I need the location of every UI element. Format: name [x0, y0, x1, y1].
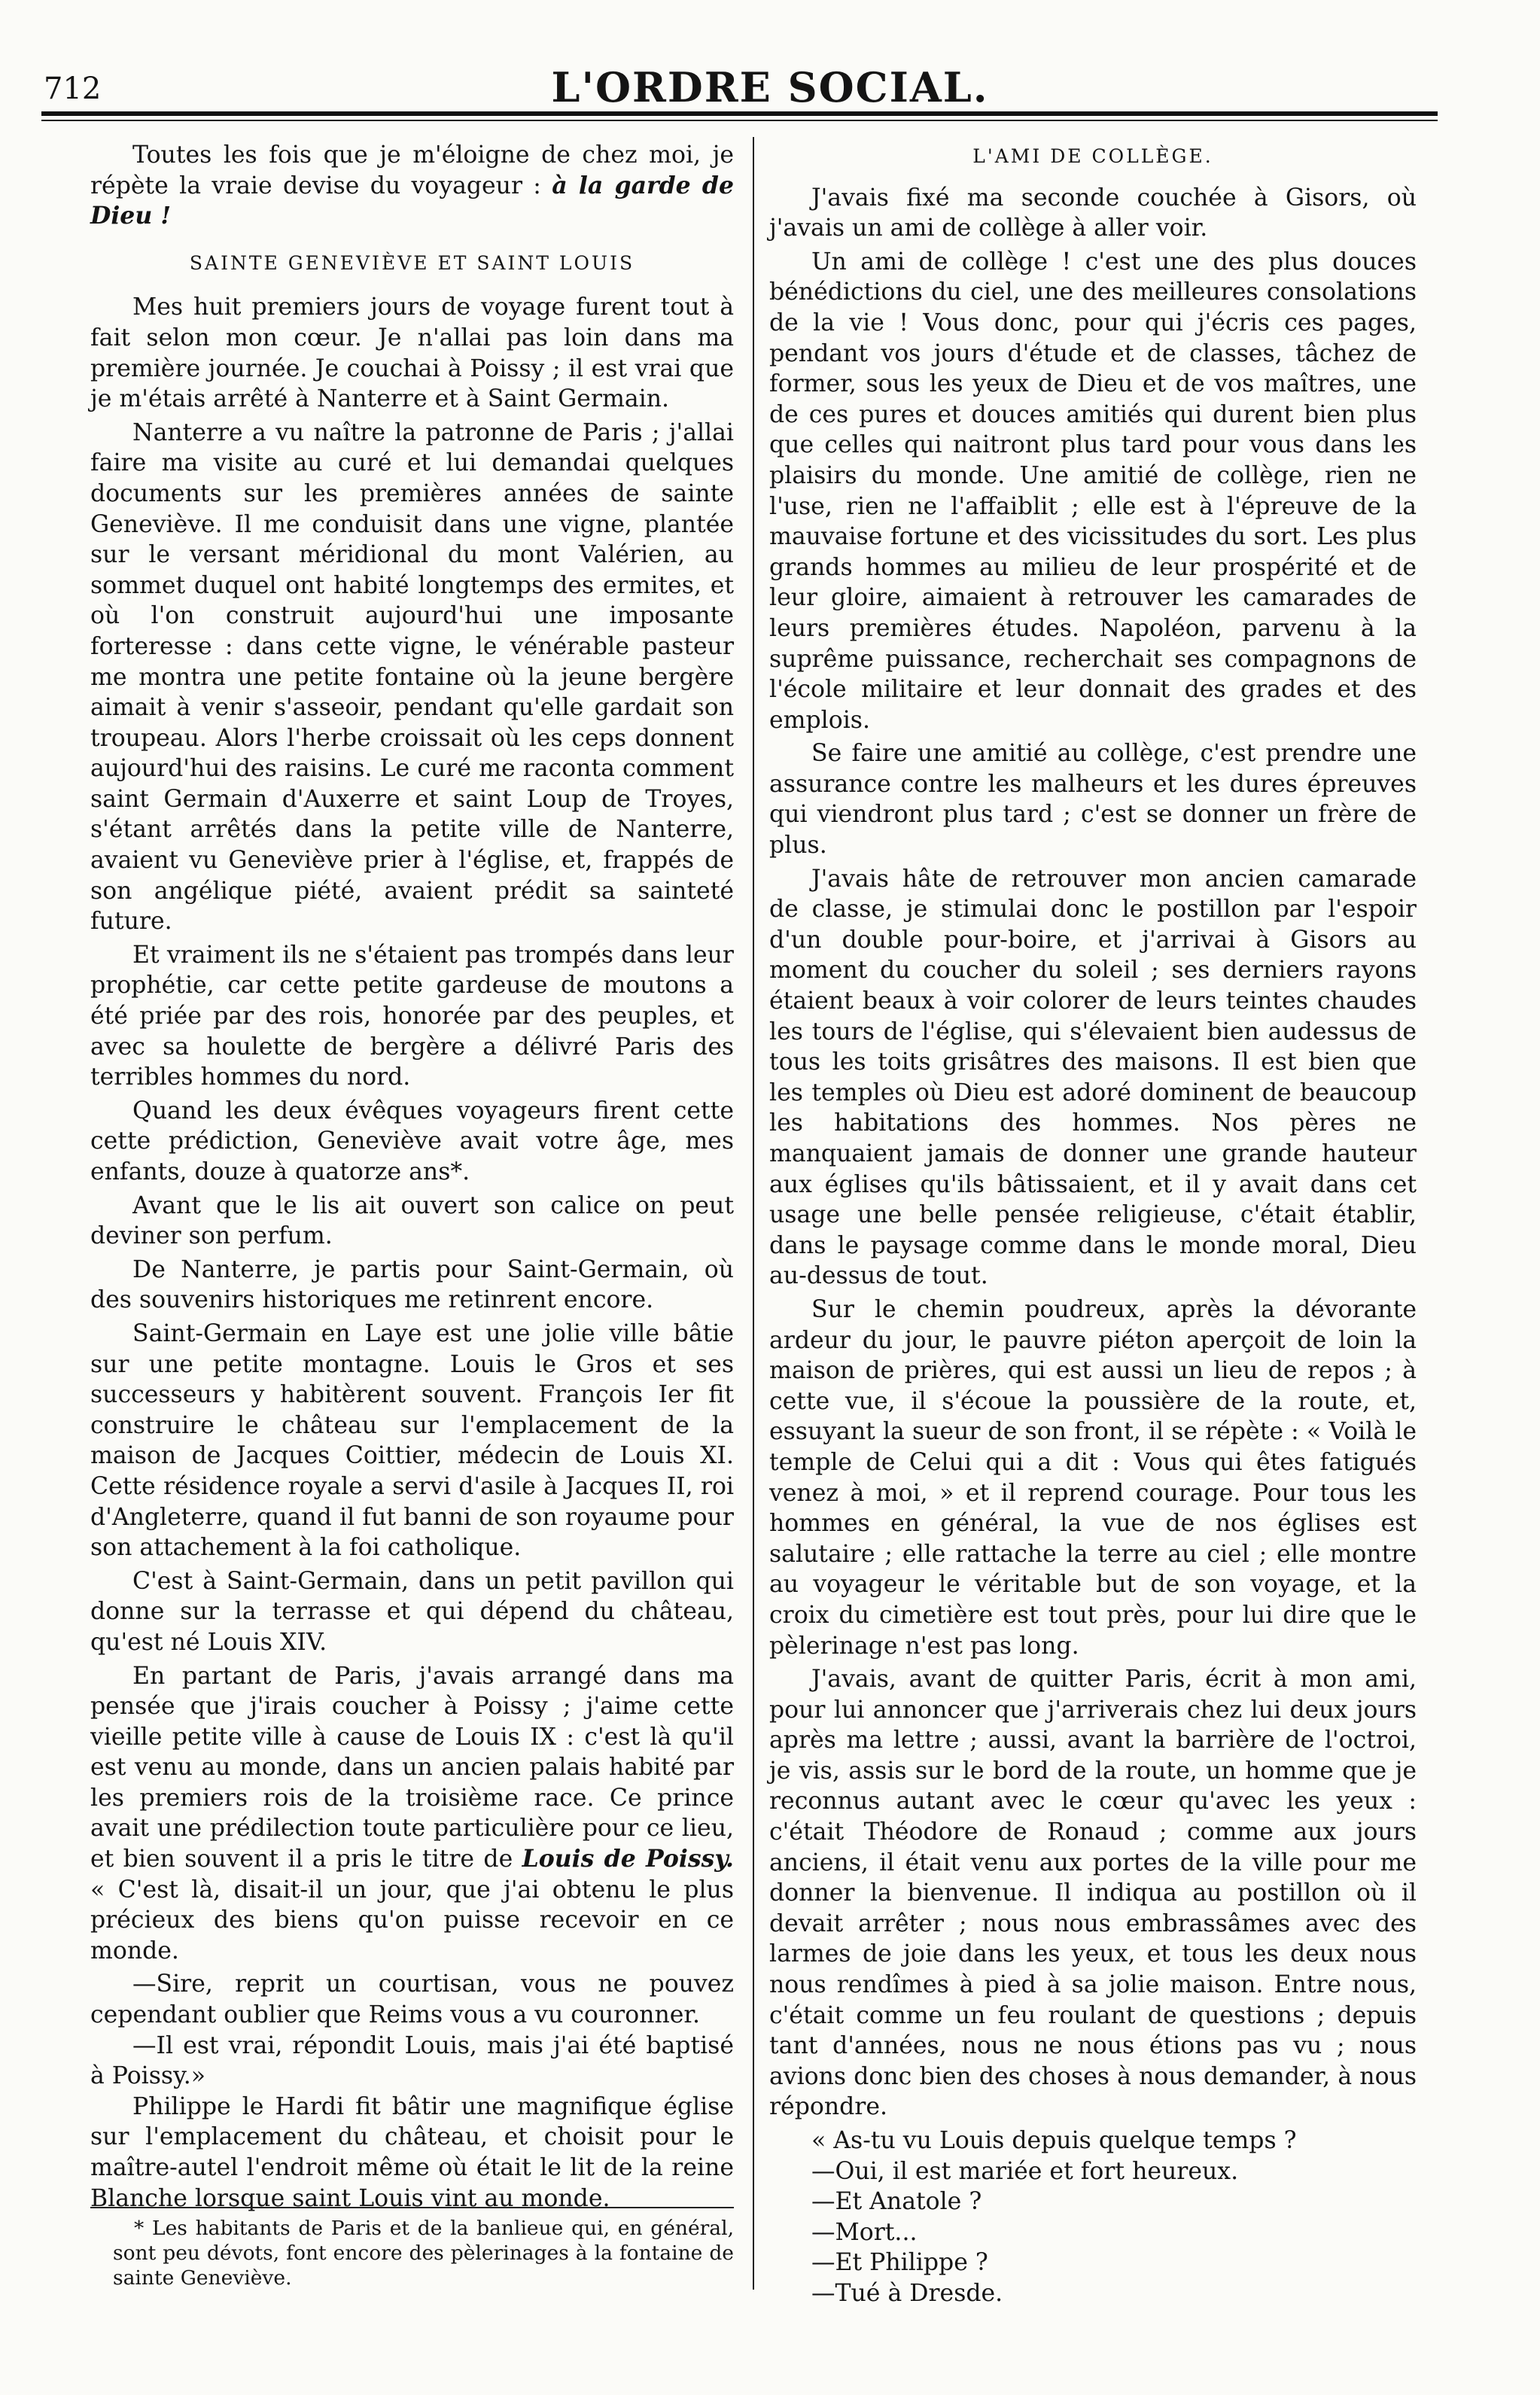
left-column: [90, 140, 734, 2217]
dialogue-line: —Tué à Dresde.: [811, 2279, 1003, 2307]
column-divider: [753, 137, 754, 2290]
dialogue-line: —Oui, il est mariée et fort heureux.: [811, 2157, 1239, 2185]
dialogue-line: « As-tu vu Louis depuis quelque temps ?: [811, 2127, 1297, 2154]
paragraph-text: En partant de Paris, j'avais arrangé dans ma pensée que j'irais coucher à Poissy ; j'aime cette vieille petite ville à cause de Louis IX : c'est là qu'il est venu au monde, dans un ancien palais habité par les premiers rois de la troisième race. Ce prince avait une prédilection toute particulière pour ce lieu, et bien souvent il a pris le titre de: [90, 1662, 734, 1873]
dialogue-line: —Et Anatole ?: [811, 2188, 982, 2216]
journal-title: L'ORDRE SOCIAL.: [551, 63, 989, 111]
footnote-rule: [90, 2207, 734, 2208]
royal-title: Louis de Poissy.: [522, 1845, 735, 1873]
page-number: 712: [44, 72, 102, 106]
paragraph: Se faire une amitié au collège, c'est prendre une assurance contre les malheurs et les dures épreuves qui viendront plus tard ; c'est se donner un frère de plus.: [769, 740, 1417, 860]
paragraph: Quand les deux évêques voyageurs firent cette cette prédiction, Geneviève avait votre âge, mes enfants, douze à quatorze ans*.: [90, 1097, 734, 1185]
dialogue-line: —Sire, reprit un courtisan, vous ne pouvez cependant oublier que Reims vous a vu couronner.: [90, 1970, 734, 2029]
paragraph: Nanterre a vu naître la patronne de Paris ; j'allai faire ma visite au curé et lui demandai quelques documents sur les premières années de sainte Geneviève. Il me conduisit dans une vigne, plantée sur le versant méridional du mont Valérien, au sommet duquel ont habité longtemps des ermites, et où l'on construit aujourd'hui une imposante forteresse : dans cette vigne, le vénérable pasteur me montra une petite fontaine où la jeune bergère aimait à venir s'asseoir, pendant qu'elle gardait son troupeau. Alors l'herbe croissait où les ceps donnent aujourd'hui des raisins. Le curé me raconta comment saint Germain d'Auxerre et saint Loup de Troyes, s'étant arrêtés dans la petite ville de Nanterre, avaient vu Geneviève prier à l'église, et, frappés de son angélique piété, avaient prédit sa sainteté future.: [90, 418, 734, 936]
paragraph: Et vraiment ils ne s'étaient pas trompés dans leur prophétie, car cette petite gardeuse de moutons a été priée par des rois, honorée par des peuples, et avec sa houlette de bergère a délivré Paris des terribles hommes du nord.: [90, 941, 734, 1091]
section-heading-genevieve: SAINTE GENEVIÈVE ET SAINT LOUIS: [189, 251, 635, 274]
dialogue-line: —Mort...: [811, 2218, 918, 2246]
paragraph: Mes huit premiers jours de voyage furent tout à fait selon mon cœur. Je n'allai pas loin dans ma première journée. Je couchai à Poissy ; il est vrai que je m'étais arrêté à Nanterre et à Saint Germain.: [90, 294, 734, 413]
paragraph: C'est à Saint-Germain, dans un petit pavillon qui donne sur la terrasse et qui dépend du château, qu'est né Louis XIV.: [90, 1567, 734, 1656]
paragraph: Saint-Germain en Laye est une jolie ville bâtie sur une petite montagne. Louis le Gros et ses successeurs y habitèrent souvent. François Ier fit construire le château sur l'emplacement de la maison de Jacques Coittier, médecin de Louis XI. Cette résidence royale a servi d'asile à Jacques II, roi d'Angleterre, quand il fut banni de son royaume pour son attachement à la foi catholique.: [90, 1319, 734, 1562]
opening-paragraph: [90, 140, 734, 232]
header-rule-thin: [41, 120, 1438, 121]
paragraph: [90, 1661, 734, 1967]
paragraph: Un ami de collège ! c'est une des plus douces bénédictions du ciel, une des meilleures consolations de la vie ! Vous donc, pour qui j'écris ces pages, pendant vos jours d'étude et de classes, tâchez de former, sous les yeux de Dieu et de vos maîtres, une de ces pures et douces amitiés qui durent bien plus que celles qui naitront plus tard pour vous dans les plaisirs du monde. Une amitié de collège, rien ne l'use, rien ne l'affaiblit ; elle est à l'épreuve de la mauvaise fortune et des vicissitudes du sort. Les plus grands hommes au milieu de leur prospérité et de leur gloire, aimaient à retrouver les camarades de leurs premières études. Napoléon, parvenu à la suprême puissance, recherchait ses compagnons de l'école militaire et leur donnait des grades et des emplois.: [769, 248, 1417, 734]
paragraph: Avant que le lis ait ouvert son calice on peut deviner son perfum.: [90, 1191, 734, 1250]
right-column: [769, 140, 1417, 2309]
footnote: * Les habitants de Paris et de la banlieue qui, en général, sont peu dévots, font encore des pèlerinages à la fontaine de sainte Geneviève.: [113, 2217, 734, 2290]
paragraph: J'avais, avant de quitter Paris, écrit à mon ami, pour lui annoncer que j'arriverais chez lui deux jours après ma lettre ; aussi, avant la barrière de l'octroi, je vis, assis sur le bord de la route, un homme que je reconnus autant avec le cœur qu'avec les yeux : c'était Théodore de Ronaud ; comme aux jours anciens, il était venu aux portes de la ville pour me donner la bienvenue. Il indiqua au postillon où il devait arrêter ; nous nous embrassâmes avec des larmes de joie dans les yeux, et tous les deux nous nous rendîmes à pied à sa jolie maison. Entre nous, c'était comme un feu roulant de questions ; depuis tant d'années, nous ne nous étions pas vu ; nous avions donc bien des choses à nous demander, à nous répondre.: [769, 1666, 1417, 2121]
opening-text: Toutes les fois que je m'éloigne de chez moi, je répète la vraie devise du voyageur :: [90, 142, 734, 199]
section-heading-ami: L'AMI DE COLLÈGE.: [972, 145, 1213, 167]
paragraph: De Nanterre, je partis pour Saint-Germain, où des souvenirs historiques me retinrent encore.: [90, 1255, 734, 1314]
header-rule: [41, 111, 1438, 116]
paragraph-text: « C'est là, disait-il un jour, que j'ai obtenu le plus précieux des biens qu'on puisse recevoir en ce monde.: [90, 1876, 734, 1964]
paragraph: Sur le chemin poudreux, après la dévorante ardeur du jour, le pauvre piéton aperçoit de loin la maison de prières, qui est aussi un lieu de repos ; à cette vue, il s'écoue la poussière de la route, et, essuyant la sueur de son front, il se répète : « Voilà le temple de Celui qui a dit : Vous qui êtes fatigués venez à moi, » et il reprend courage. Pour tous les hommes en général, la vue de nos églises est salutaire ; elle rattache la terre au ciel ; elle montre au voyageur le véritable but de son voyage, et la croix du cimetière est tout près, pour lui dire que le pèlerinage n'est pas long.: [769, 1295, 1417, 1660]
dialogue-line: —Il est vrai, répondit Louis, mais j'ai été baptisé à Poissy.»: [90, 2031, 734, 2090]
paragraph: Philippe le Hardi fit bâtir une magnifique église sur l'emplacement du château, et choisit pour le maître-autel l'endroit même où était le lit de la reine Blanche lorsque saint Louis vint au monde.: [90, 2092, 734, 2212]
motto: à la garde de Dieu !: [90, 171, 735, 230]
dialogue-line: —Et Philippe ?: [811, 2249, 988, 2277]
paragraph: J'avais hâte de retrouver mon ancien camarade de classe, je stimulai donc le postillon par l'espoir d'un double pour-boire, et j'arrivai à Gisors au moment du coucher du soleil ; ses derniers rayons étaient beaux à voir colorer de leurs teintes chaudes les tours de l'église, qui s'élevaient bien audessus de tous les toits grisâtres des maisons. Il est bien que les temples où Dieu est adoré dominent de beaucoup les habitations des hommes. Nos pères ne manquaient jamais de donner une grande hauteur aux églises qu'ils bâtissaient, et il y avait dans cet usage une belle pensée religieuse, c'était établir, dans le paysage comme dans le monde moral, Dieu au-dessus de tout.: [769, 865, 1417, 1290]
paragraph: J'avais fixé ma seconde couchée à Gisors, où j'avais un ami de collège à aller voir.: [769, 184, 1417, 242]
